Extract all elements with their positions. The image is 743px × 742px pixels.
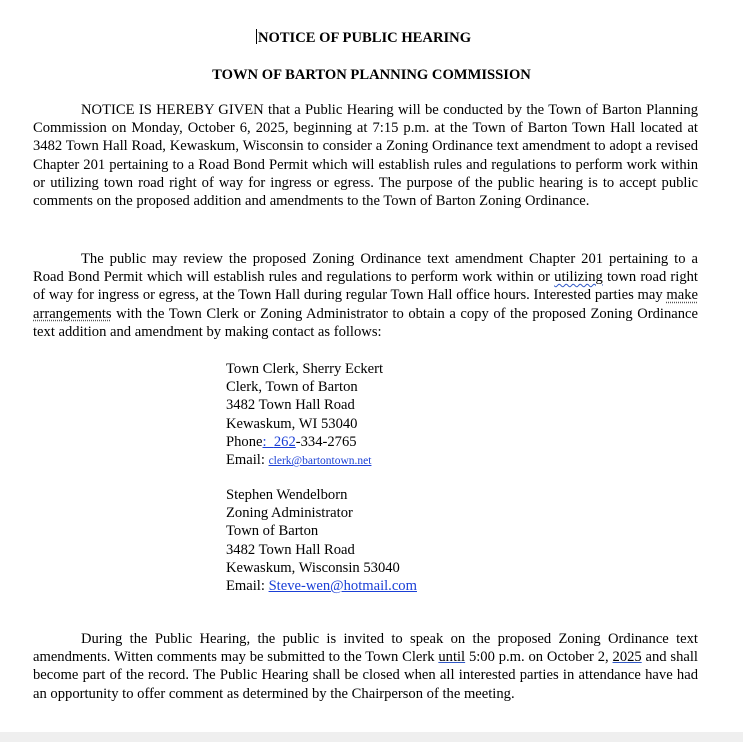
clerk-address: 3482 Town Hall Road [226,397,355,414]
notice-paragraph: NOTICE IS HEREBY GIVEN that a Public Hearing will be conducted by the Town of Barton Planning Commission on Monday, October 6, 2025, beginning at 7:15 p.m. at the Town of Barton Town Hall located at 3482 Town Hall Road, Kewaskum, Wisconsin to consider a Zoning Ordinance text amendment to adopt a revised Chapter 201 pertaining to a Road Bond Permit which will establish rules and regulations to perform work within or utilizing town road right of way for ingress or egress. The purpose of the public hearing is to accept public comments on the proposed addition and amendments to the Town of Barton Zoning Ordinance. [33,102,698,210]
administrator-city: Kewaskum, Wisconsin 53040 [226,559,400,576]
hearing-paragraph: During the Public Hearing, the public is invited to speak on the proposed Zoning Ordinance text amendments. Witten comments may be submitted to the Town Clerk until 5:00 p.m. on October 2, 2025 and shall become part of the record. The Public Hearing shall be closed when all interested parties in attendance have had an opportunity to offer comment as determined by the Chairperson of the meeting. [33,631,698,702]
clerk-email-link[interactable]: clerk@bartontown.net [268,455,372,468]
administrator-org: Town of Barton [226,523,319,540]
year-word: 2025 [612,649,642,666]
administrator-contact-block [226,486,417,595]
clerk-phone: Phone: 262-334-2765 [226,433,357,450]
clerk-role: Clerk, Town of Barton [226,379,358,396]
grammar-phrase-make-arrangements: make arrangements [33,287,698,322]
clerk-name: Town Clerk, Sherry Eckert [226,361,384,377]
administrator-email-line: Email: Steve-wen@hotmail.com [226,578,417,595]
clerk-contact-block [226,360,383,470]
until-word: until [438,649,466,666]
commission-title: TOWN OF BARTON PLANNING COMMISSION [212,67,531,83]
administrator-email-link[interactable]: Steve-wen@hotmail.com [268,578,417,595]
administrator-address: 3482 Town Hall Road [226,541,355,558]
clerk-city: Kewaskum, WI 53040 [226,415,358,432]
review-paragraph: The public may review the proposed Zoning Ordinance text amendment Chapter 201 pertaining to a Road Bond Permit which will establish rules and regulations to perform work within or utilizing town road right of way for ingress or egress, at the Town Hall during regular Town Hall office hours. Interested parties may make arrangements with the Town Clerk or Zoning Administrator to obtain a copy of the proposed Zoning Ordinance text addition and amendment by making contact as follows: [33,251,698,340]
spellcheck-word-utilizing: utilizing [554,269,603,286]
administrator-name: Stephen Wendelborn [226,487,348,503]
text-cursor [256,29,257,44]
clerk-phone-area-code[interactable]: 262 [273,433,296,450]
notice-title: NOTICE OF PUBLIC HEARING [257,30,472,46]
clerk-email-line: Email: clerk@bartontown.net [226,452,372,469]
administrator-role: Zoning Administrator [226,505,353,522]
bottom-scroll-area [0,732,743,742]
